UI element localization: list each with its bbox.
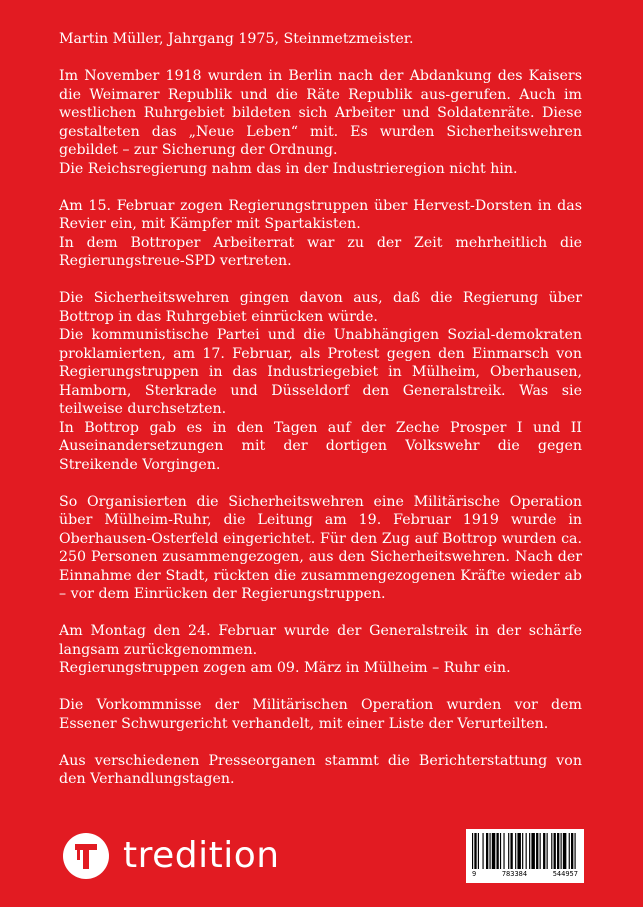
paragraph — [59, 67, 582, 178]
barcode-number — [466, 870, 584, 878]
paragraph-line: Am 15. Februar zogen Regierungstruppen über Hervest-Dorsten in das Revier ein, mit Kämpfer mit Spartakisten. — [59, 197, 582, 232]
paragraph — [59, 622, 582, 678]
isbn-barcode — [466, 829, 584, 883]
paragraph — [59, 696, 582, 733]
paragraph-line: In dem Bottroper Arbeiterrat war zu der Zeit mehrheitlich die Regierungstreue-SPD vertreten. — [59, 234, 582, 269]
paragraph-line: Regierungstruppen zogen am 09. März in Mülheim – Ruhr ein. — [59, 660, 511, 676]
paragraph — [59, 197, 582, 271]
barcode-digit-prefix: 9 — [472, 870, 477, 878]
paragraph — [59, 493, 582, 604]
body-paragraphs — [59, 67, 582, 789]
paragraph-line: Die Vorkommnisse der Militärischen Operation wurden vor dem Essener Schwurgericht verhandelt, mit einer Liste der Verurteilten. — [59, 697, 582, 732]
paragraph — [59, 752, 582, 789]
barcode-digit-group-1: 783384 — [501, 870, 528, 878]
back-cover-text — [59, 30, 582, 807]
paragraph-line: In Bottrop gab es in den Tagen auf der Zeche Prosper I und II Auseinandersetzungen mit der dortigen Volkswehr die gegen Streikende Vorgingen. — [59, 419, 582, 473]
paragraph-line: Aus verschiedenen Presseorganen stammt die Berichterstattung von den Verhandlungstagen. — [59, 752, 582, 787]
publisher-logo — [63, 833, 280, 879]
paragraph-line: So Organisierten die Sicherheitswehren eine Militärische Operation über Mülheim-Ruhr, die Leitung am 19. Februar 1919 wurde in Oberhausen-Osterfeld eingerichtet. Für den Zug auf Bottrop wurden ca. 250 Personen zusammengezogen, aus den Sicherheitswehren. Nach der Einnahme der Stadt, rückten die zusammengezogenen Kräfte wieder ab – vor dem Einrücken der Regierungstruppen. — [59, 493, 582, 602]
paragraph-line: Die Sicherheitswehren gingen davon aus, daß die Regierung über Bottrop in das Ruhrgebiet einrücken würde. — [59, 290, 582, 325]
paragraph-line: Im November 1918 wurden in Berlin nach der Abdankung des Kaisers die Weimarer Republik und die Räte Republik aus-gerufen. Auch im westlichen Ruhrgebiet bildeten sich Arbeiter und Soldatenräte. Diese gestalteten das „Neue Leben“ mit. Es wurden Sicherheitswehren gebildet – zur Sicherung der Ordnung. — [59, 68, 582, 158]
paragraph — [59, 289, 582, 474]
author-line: Martin Müller, Jahrgang 1975, Steinmetzmeister. — [59, 31, 414, 47]
paragraph-line: Die kommunistische Partei und die Unabhängigen Sozial-demokraten proklamierten, am 17. Februar, als Protest gegen den Einmarsch von Regierungstruppen in das Industriegebiet in Mülheim, Oberhausen, Hamborn, Sterkrade und Düsseldorf den Generalstreik. Was sie teilweise durchsetzten. — [59, 327, 582, 417]
barcode-bars — [472, 833, 578, 869]
tredition-t-circle-icon — [63, 833, 109, 879]
paragraph-line: Die Reichsregierung nahm das in der Industrieregion nicht hin. — [59, 160, 518, 177]
paragraph-line: Am Montag den 24. Februar wurde der Generalstreik in der schärfe langsam zurückgenommen. — [59, 623, 582, 658]
publisher-name: tredition — [123, 835, 280, 876]
barcode-digit-group-2: 544957 — [552, 870, 578, 878]
